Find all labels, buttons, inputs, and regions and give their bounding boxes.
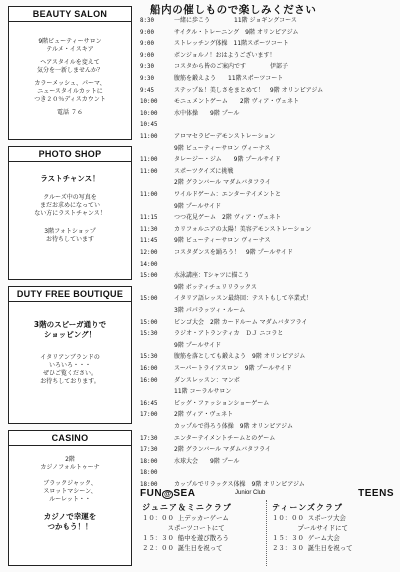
schedule-row	[140, 411, 394, 420]
schedule-row	[140, 179, 394, 188]
schedule-event: 9階 ビューティーサロン ヴィーナス	[174, 237, 271, 245]
schedule-event: エンターテイメントチームとのゲーム	[174, 434, 276, 442]
teens-club-heading: ティーンズクラブ	[272, 503, 343, 512]
schedule-row	[140, 458, 394, 467]
junior-club-line: １０：００ 上デッカーゲーム	[142, 514, 229, 522]
schedule-time: 16:45	[140, 400, 158, 407]
schedule-row	[140, 237, 394, 246]
schedule-row	[140, 63, 394, 72]
teens-club-line: プールサイドにて	[272, 524, 348, 532]
duty-free-title: DUTY FREE BOUTIQUE	[9, 287, 131, 302]
schedule-row	[140, 388, 394, 397]
schedule-row	[140, 203, 394, 212]
schedule-time: 18:00	[140, 458, 158, 465]
schedule-time: 15:00	[140, 273, 158, 280]
schedule-time: 11:45	[140, 238, 158, 245]
schedule-time: 17:30	[140, 447, 158, 454]
schedule-time: 9:30	[140, 76, 154, 82]
teens-club-line: １０：００ スポーツ大会	[272, 514, 346, 522]
schedule-event: 9階 プールサイド	[174, 202, 222, 210]
schedule-row	[140, 400, 394, 409]
beauty-salon-phone: 電話 ７６	[57, 109, 83, 116]
schedule-event: ストレッチング体操 11階スポーツコート	[174, 40, 289, 48]
schedule-row	[140, 98, 394, 107]
schedule-time: 9:45	[140, 87, 154, 94]
schedule-event: ワイルドゲーム：エンターテイメントと	[174, 191, 281, 198]
schedule-time: 11:00	[140, 168, 158, 175]
footer-divider	[266, 500, 267, 566]
schedule-event: 腹筋を鍛えよう 11階スポーツコート	[174, 75, 284, 82]
schedule-row	[140, 156, 394, 165]
teens-club-line: １５：３０ ゲーム大会	[272, 534, 340, 542]
casino-slogan: カジノで幸運を つかもう！！	[43, 512, 97, 531]
schedule-time: 18:00	[140, 482, 158, 488]
schedule-time: 8:30	[140, 18, 154, 24]
schedule-row	[140, 307, 394, 316]
duty-free-headline: 3階のスピーガ通りで ショッピング！	[33, 320, 107, 339]
schedule-event: コスタから皆のご案内です 伊部子	[174, 63, 289, 71]
schedule-row	[140, 17, 394, 26]
schedule-time: 15:30	[140, 354, 158, 361]
schedule-event: ステップ＆！美しさをまとめて！ 9階 オリンピアジム	[174, 86, 324, 94]
schedule-event: 2階 グランバール マダムバタフライ	[174, 446, 271, 454]
schedule-event: 2階 グランバール マダムバタフライ	[174, 179, 271, 187]
schedule-row	[140, 133, 394, 142]
schedule-event: ビッグ・ファッションショーゲーム	[174, 399, 270, 407]
casino-title: CASINO	[9, 431, 131, 446]
beauty-salon-title: BEAUTY SALON	[9, 7, 131, 22]
schedule-row	[140, 353, 394, 362]
schedule-row	[140, 319, 394, 328]
page-title: 船内の催しもので楽しみください	[150, 4, 317, 16]
schedule-event: ダンスレッスン：マンボ	[174, 376, 240, 384]
schedule-event: コスタダンスを踊ろう！ 9階 プールサイド	[174, 249, 293, 256]
photo-shop-headline: ラストチャンス！	[40, 174, 100, 183]
schedule-row	[140, 284, 394, 293]
schedule-event: つつ花見ゲーム 2階 ヴィア・ヴェネト	[174, 214, 282, 222]
schedule-time: 16:00	[140, 377, 158, 384]
photo-shop-title: PHOTO SHOP	[9, 147, 131, 162]
schedule-event: 2階 ヴィア・ヴェネト	[174, 411, 234, 419]
schedule-time: 10:00	[140, 99, 158, 106]
schedule-time: 9:00	[140, 41, 154, 48]
schedule-event: 腹筋を落としても鍛えよう 9階 オリンピアジム	[174, 353, 306, 361]
schedule-row	[140, 226, 394, 235]
schedule-row	[140, 110, 394, 119]
schedule-time: 11:00	[140, 134, 158, 140]
junior-club-line: スポーツコートにて	[142, 524, 225, 532]
schedule-event: 11階 コーラルサロン	[174, 388, 232, 396]
junior-club-line: １５：３０ 船中を遊び散ろう	[142, 534, 229, 542]
casino-box	[8, 430, 132, 566]
schedule-time: 9:00	[140, 52, 154, 59]
schedule-row	[140, 435, 394, 444]
schedule-event: イタリア語レッスン最終回：テストもして卒業式！	[174, 295, 312, 303]
schedule-event: 水球大会 9階 プール	[174, 457, 240, 465]
schedule-event: アロマセラピーデモンストレーション	[174, 133, 276, 140]
schedule-row	[140, 191, 394, 200]
schedule-time: 10:45	[140, 122, 158, 129]
schedule-time: 9:30	[140, 64, 154, 71]
schedule-row	[140, 272, 394, 281]
schedule-event: ビンゴ大会 2階 カードルーム マダムバタフライ	[174, 318, 308, 326]
schedule-row	[140, 295, 394, 304]
junior-club-label: Junior Club	[235, 490, 266, 496]
schedule-event: スポーツクイズに挑戦	[174, 167, 234, 175]
schedule-time: 11:30	[140, 226, 158, 233]
schedule-event: 水泳講座：Tシャツに描こう	[174, 272, 250, 280]
schedule-time: 9:00	[140, 29, 154, 36]
schedule-row	[140, 214, 394, 223]
beauty-salon-discount: カラーメッシュ、パーマ、 ニュースタイルカットに つき２０％ディスカウント	[34, 80, 106, 103]
teens-label: TEENS	[358, 488, 394, 499]
junior-club-line: ２２：００ 誕生日を祝って	[142, 544, 223, 552]
schedule-time: 11:00	[140, 157, 158, 164]
schedule-event: タレージー・ジム 9階 プールサイド	[174, 156, 281, 164]
schedule-event: ボンジョルノ！おはようございます！	[174, 51, 276, 59]
beauty-salon-box	[8, 6, 132, 140]
schedule-time: 15:00	[140, 296, 158, 303]
schedule-row	[140, 249, 394, 258]
schedule-event: スーパートライアスロン 9階 プールサイド	[174, 365, 292, 372]
photo-shop-location: 3階フォトショップ お待ちしています	[44, 228, 96, 243]
schedule-time: 14:00	[140, 261, 158, 268]
schedule-row	[140, 52, 394, 61]
schedule-row	[140, 446, 394, 455]
schedule-event: ラジオ・アトランティカ ＤＪ ニコラと	[174, 330, 284, 338]
schedule-event: カリフォルニアの太陽！美容デモンストレーション	[174, 225, 312, 233]
beauty-salon-location: 9階ビューティーサロン テルメ・イスキア	[38, 38, 102, 53]
schedule-event: 9階 プールサイド	[174, 341, 222, 349]
schedule-time: 10:00	[140, 110, 158, 117]
schedule-row	[140, 342, 394, 351]
junior-club-heading: ジュニア＆ミニクラブ	[142, 503, 232, 512]
schedule-event: モニュメントゲーム 2階 ヴィア・ヴェネト	[174, 98, 300, 106]
schedule-time: 11:15	[140, 215, 158, 222]
schedule-row	[140, 40, 394, 49]
schedule-event: 9階 ボッティチェリリラックス	[174, 283, 257, 291]
schedule-event: 水中体操 9階 プール	[174, 109, 240, 117]
casino-games: ブラックジャック、 スロットマシーン、 ルーレット・・	[43, 480, 97, 503]
schedule-row	[140, 87, 394, 96]
schedule-row	[140, 365, 394, 374]
kids-club-footer	[140, 488, 394, 568]
duty-free-box	[8, 286, 132, 424]
schedule-row	[140, 330, 394, 339]
duty-free-pitch: イタリアンブランドの いろいろ・・・ ぜひご覧ください。 お待ちしております。	[40, 354, 100, 385]
schedule-time: 11:00	[140, 192, 158, 198]
schedule-row	[140, 75, 394, 84]
casino-location: 2階 カジノフォルトゥーナ	[40, 456, 100, 471]
schedule-event: カップルでリラックス体操 9階 オリンピアジム	[174, 481, 305, 488]
schedule-time: 12:00	[140, 250, 158, 256]
schedule-event: サイクル・トレーニング 9階 オリンピアジム	[174, 28, 299, 36]
schedule-time: 16:00	[140, 366, 158, 372]
schedule-event: 3階 パパラッツィ・ルーム	[174, 307, 246, 314]
photo-shop-pitch: クルーズ中の写真を まだお求めになってい ない方にラストチャンス！	[34, 194, 106, 217]
schedule-time: 15:00	[140, 319, 158, 326]
fun-at-sea-logo: FUN @ SEA	[140, 488, 196, 499]
schedule-time: 15:30	[140, 331, 158, 338]
schedule-event: カップルで得ろう体操 9階 オリンピアジム	[174, 423, 293, 430]
teens-club-line: ２３：３０ 誕生日を祝って	[272, 544, 353, 552]
schedule-time: 17:30	[140, 435, 158, 442]
photo-shop-box	[8, 146, 132, 280]
schedule-time: 17:00	[140, 412, 158, 419]
schedule-row	[140, 377, 394, 386]
schedule-row	[140, 145, 394, 154]
schedule-event: 9階 ビューティーサロン ヴィーナス	[174, 144, 271, 152]
schedule-row	[140, 29, 394, 38]
schedule-event: 一緒に歩こう 11階 ジョギングコース	[174, 17, 297, 24]
schedule-row	[140, 423, 394, 432]
schedule-row	[140, 168, 394, 177]
schedule-row	[140, 261, 394, 270]
schedule-time: 18:00	[140, 470, 158, 477]
schedule-row	[140, 121, 394, 130]
beauty-salon-pitch: ヘアスタイルを変えて 気分を一新しませんか？	[36, 59, 103, 74]
schedule-row	[140, 469, 394, 478]
